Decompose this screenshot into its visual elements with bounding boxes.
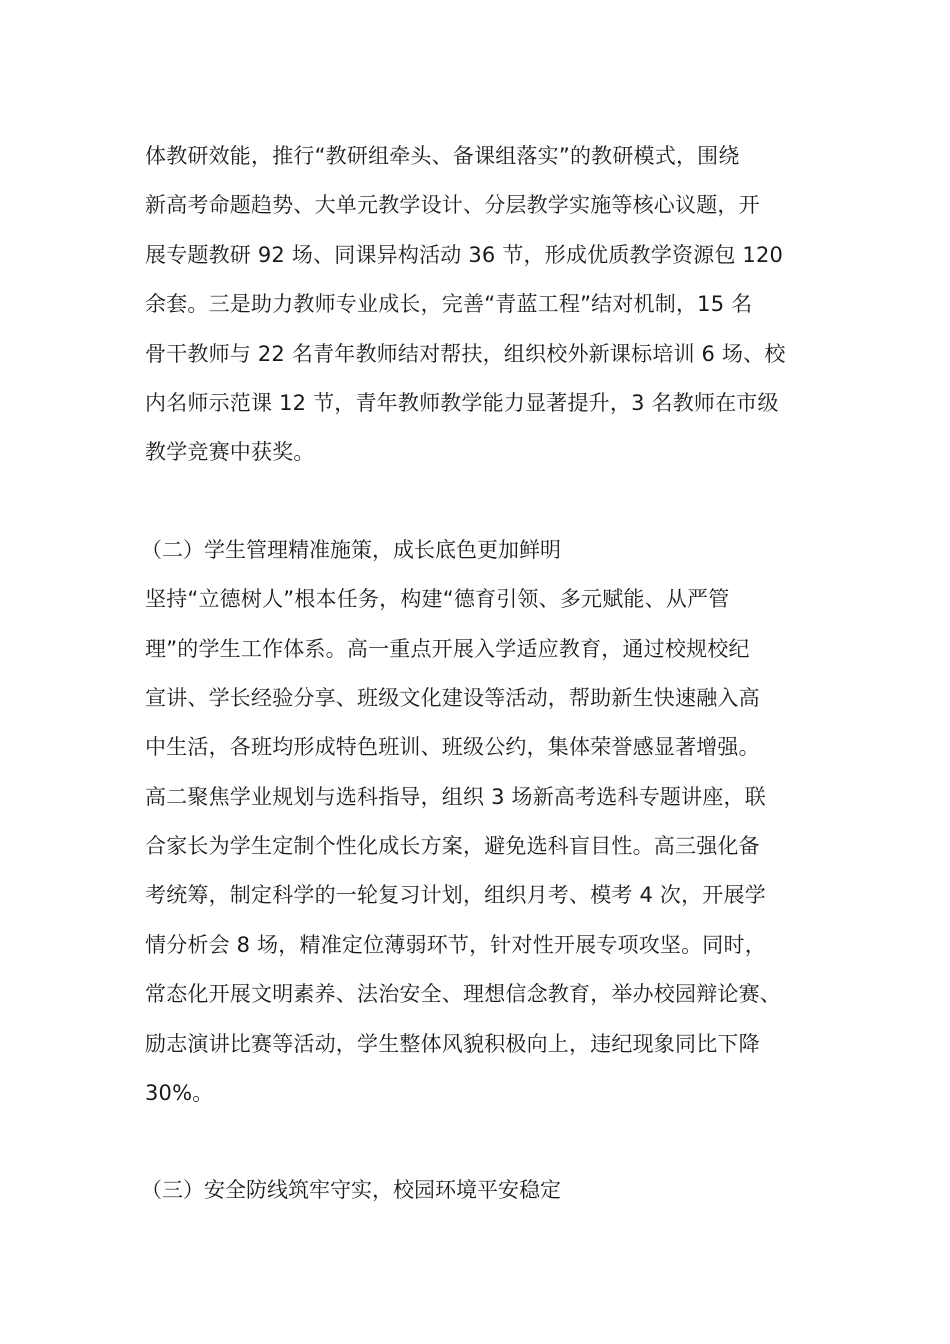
text-line: 高二聚焦学业规划与选科指导，组织 3 场新高考选科专题讲座，联 <box>145 784 766 809</box>
text-line: 骨干教师与 22 名青年教师结对帮扶，组织校外新课标培训 6 场、校 <box>145 341 786 366</box>
section-heading: （二）学生管理精准施策，成长底色更加鲜明 <box>141 537 561 562</box>
text-line: 展专题教研 92 场、同课异构活动 36 节，形成优质教学资源包 120 <box>145 242 784 267</box>
text-line: 坚持“立德树人”根本任务，构建“德育引领、多元赋能、从严管 <box>145 587 730 612</box>
document-body <box>141 132 835 1216</box>
text-line: 中生活，各班均形成特色班训、班级公约，集体荣誉感显著增强。 <box>145 735 760 760</box>
section-student-management <box>141 526 835 1119</box>
text-line: 常态化开展文明素养、法治安全、理想信念教育，举办校园辩论赛、 <box>145 982 781 1007</box>
text-line: 情分析会 8 场，精准定位薄弱环节，针对性开展专项攻坚。同时， <box>145 932 766 957</box>
paragraph-spacer <box>145 478 835 526</box>
section-safety <box>141 1166 835 1215</box>
paragraph-spacer <box>145 1118 835 1166</box>
text-line: 合家长为学生定制个性化成长方案，避免选科盲目性。高三强化备 <box>145 834 760 859</box>
section-heading: （三）安全防线筑牢守实，校园环境平安稳定 <box>141 1178 561 1203</box>
text-line: 新高考命题趋势、大单元教学设计、分层教学实施等核心议题，开 <box>145 193 760 218</box>
text-line: 30%。 <box>145 1081 214 1106</box>
text-line: 励志演讲比赛等活动，学生整体风貌积极向上，违纪现象同比下降 <box>145 1031 760 1056</box>
text-line: 体教研效能，推行“教研组牵头、备课组落实”的教研模式，围绕 <box>145 144 740 168</box>
text-line: 理”的学生工作体系。高一重点开展入学适应教育，通过校规校纪 <box>145 636 750 661</box>
text-line: 教学竞赛中获奖。 <box>145 440 315 465</box>
text-line: 宣讲、学长经验分享、班级文化建设等活动，帮助新生快速融入高 <box>145 685 760 710</box>
paragraph-teaching-research <box>145 132 835 478</box>
text-line: 考统筹，制定科学的一轮复习计划，组织月考、模考 4 次，开展学 <box>145 883 766 908</box>
text-line: 内名师示范课 12 节，青年教师教学能力显著提升，3 名教师在市级 <box>145 390 779 415</box>
text-line: 余套。三是助力教师专业成长，完善“青蓝工程”结对机制，15 名 <box>145 292 753 317</box>
